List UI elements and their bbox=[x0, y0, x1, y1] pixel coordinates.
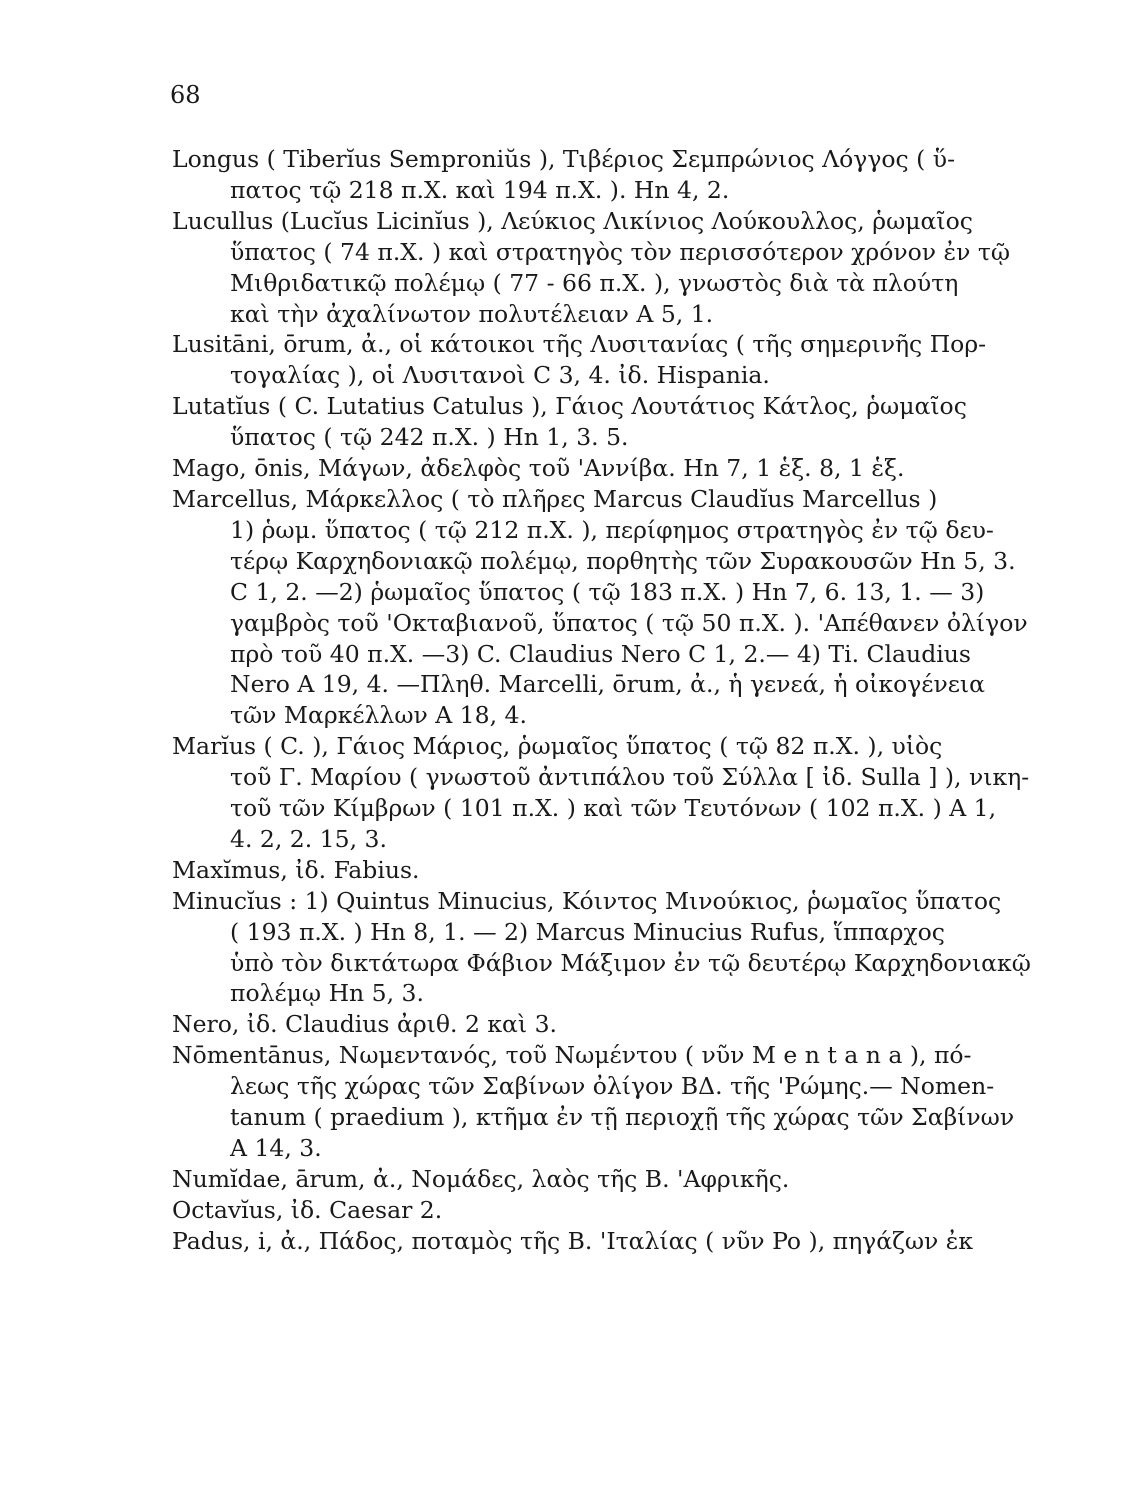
glossary-entry bbox=[172, 1009, 1077, 1040]
entry-continuation-line: πρὸ τοῦ 40 π.Χ. —3) C. Claudius Nero C 1, 2.— 4) Ti. Claudius bbox=[230, 639, 971, 668]
entry-continuation-line: tanum ( praedium ), κτῆμα ἐν τῇ περιοχῇ τῆς χώρας τῶν Σαβίνων bbox=[230, 1103, 1015, 1132]
entry-headword-line: Mago, ōnis, Μάγων, ἀδελφὸς τοῦ 'Αννίβα. Hn 7, 1 ἑξ. 8, 1 ἑξ. bbox=[172, 454, 905, 483]
glossary-entry bbox=[172, 329, 1077, 391]
glossary-entry bbox=[172, 1164, 1077, 1195]
glossary-entry bbox=[172, 144, 1077, 206]
entry-continuation-line: τῶν Μαρκέλλων A 18, 4. bbox=[230, 701, 527, 730]
glossary-entries bbox=[172, 144, 1077, 1257]
entry-continuation-line: ὑπὸ τὸν δικτάτωρα Φάβιον Μάξιμον ἐν τῷ δευτέρῳ Καρχηδονιακῷ bbox=[230, 948, 1031, 977]
entry-headword-line: Marĭus ( C. ), Γάιος Μάριος, ῥωμαῖος ὕπατος ( τῷ 82 π.Χ. ), υἱὸς bbox=[172, 732, 943, 761]
entry-headword-line: Lutatĭus ( C. Lutatius Catulus ), Γάιος Λουτάτιος Κάτλος, ῥωμαῖος bbox=[172, 392, 967, 421]
entry-continuation-line: λεως τῆς χώρας τῶν Σαβίνων ὀλίγον ΒΔ. τῆς 'Ρώμης.— Nomen- bbox=[230, 1072, 995, 1101]
entry-continuation-line: 1) ῥωμ. ὕπατος ( τῷ 212 π.Χ. ), περίφημος στρατηγὸς ἐν τῷ δευ- bbox=[230, 515, 994, 544]
entry-continuation-line: τέρῳ Καρχηδονιακῷ πολέμῳ, πορθητὴς τῶν Συρακουσῶν Hn 5, 3. bbox=[230, 546, 1016, 575]
entry-headword-line: Numĭdae, ārum, ἀ., Νομάδες, λαὸς τῆς Β. 'Αφρικῆς. bbox=[172, 1164, 790, 1193]
entry-continuation-line: Nero A 19, 4. —Πληθ. Marcelli, ōrum, ἀ., ἡ γενεά, ἡ οἰκογένεια bbox=[230, 670, 985, 699]
page-number: 68 bbox=[170, 81, 201, 109]
glossary-entry bbox=[172, 1195, 1077, 1226]
glossary-entry bbox=[172, 1040, 1077, 1164]
glossary-entry bbox=[172, 855, 1077, 886]
entry-continuation-line: τοῦ τῶν Κίμβρων ( 101 π.Χ. ) καὶ τῶν Τευτόνων ( 102 π.Χ. ) A 1, bbox=[230, 794, 997, 823]
entry-continuation-line: ὕπατος ( 74 π.Χ. ) καὶ στρατηγὸς τὸν περισσότερον χρόνον ἐν τῷ bbox=[230, 237, 1011, 266]
entry-headword-line: Octavĭus, ἰδ. Caesar 2. bbox=[172, 1195, 443, 1224]
entry-headword-line: Padus, i, ἀ., Πάδος, ποταμὸς τῆς Β. 'Ιταλίας ( νῦν Po ), πηγάζων ἐκ bbox=[172, 1226, 974, 1255]
glossary-entry bbox=[172, 206, 1077, 330]
entry-headword-line: Lucullus (Lucĭus Licinĭus ), Λεύκιος Λικίνιος Λούκουλλος, ῥωμαῖος bbox=[172, 206, 973, 235]
entry-continuation-line: πατος τῷ 218 π.Χ. καὶ 194 π.Χ. ). Hn 4, 2. bbox=[230, 175, 730, 204]
glossary-entry bbox=[172, 731, 1077, 855]
glossary-entry bbox=[172, 484, 1077, 731]
entry-continuation-line: καὶ τὴν ἀχαλίνωτον πολυτέλειαν A 5, 1. bbox=[230, 299, 714, 328]
entry-continuation-line: γαμβρὸς τοῦ 'Οκταβιανοῦ, ὕπατος ( τῷ 50 π.Χ. ). 'Απέθανεν ὀλίγον bbox=[230, 608, 1028, 637]
glossary-entry bbox=[172, 391, 1077, 453]
entry-headword-line: Lusitāni, ōrum, ἀ., οἱ κάτοικοι τῆς Λυσιτανίας ( τῆς σημερινῆς Πορ- bbox=[172, 330, 987, 359]
entry-headword-line: Maxĭmus, ἰδ. Fabius. bbox=[172, 855, 420, 884]
entry-continuation-line: 4. 2, 2. 15, 3. bbox=[230, 824, 387, 853]
glossary-entry bbox=[172, 886, 1077, 1010]
entry-continuation-line: τογαλίας ), οἱ Λυσιτανοὶ C 3, 4. ἰδ. Hispania. bbox=[230, 361, 770, 390]
entry-headword-line: Longus ( Tiberĭus Semproniŭs ), Τιβέριος Σεμπρώνιος Λόγγος ( ὕ- bbox=[172, 145, 956, 173]
entry-headword-line: Minucĭus : 1) Quintus Minucius, Κόιντος Μινούκιος, ῥωμαῖος ὕπατος bbox=[172, 886, 1002, 915]
entry-continuation-line: A 14, 3. bbox=[230, 1134, 322, 1162]
glossary-entry bbox=[172, 453, 1077, 484]
entry-headword-line: Marcellus, Μάρκελλος ( τὸ πλῆρες Marcus Claudĭus Marcellus ) bbox=[172, 484, 938, 513]
entry-continuation-line: Μιθριδατικῷ πολέμῳ ( 77 - 66 π.Χ. ), γνωστὸς διὰ τὰ πλούτη bbox=[230, 268, 959, 297]
entry-continuation-line: ὕπατος ( τῷ 242 π.Χ. ) Hn 1, 3. 5. bbox=[230, 423, 629, 452]
entry-continuation-line: πολέμῳ Hn 5, 3. bbox=[230, 979, 424, 1008]
entry-continuation-line: ( 193 π.Χ. ) Hn 8, 1. — 2) Marcus Minucius Rufus, ἵππαρχος bbox=[230, 917, 945, 946]
entry-headword-line: Nero, ἰδ. Claudius ἀριθ. 2 καὶ 3. bbox=[172, 1010, 558, 1039]
entry-headword-line: Nōmentānus, Νωμεντανός, τοῦ Νωμέντου ( νῦν M e n t a n a ), πό- bbox=[172, 1041, 972, 1070]
entry-continuation-line: τοῦ Γ. Μαρίου ( γνωστοῦ ἀντιπάλου τοῦ Σύλλα [ ἰδ. Sulla ] ), νικη- bbox=[230, 763, 1030, 792]
entry-continuation-line: C 1, 2. —2) ῥωμαῖος ὕπατος ( τῷ 183 π.Χ. ) Hn 7, 6. 13, 1. — 3) bbox=[230, 577, 985, 606]
glossary-entry bbox=[172, 1226, 1077, 1257]
